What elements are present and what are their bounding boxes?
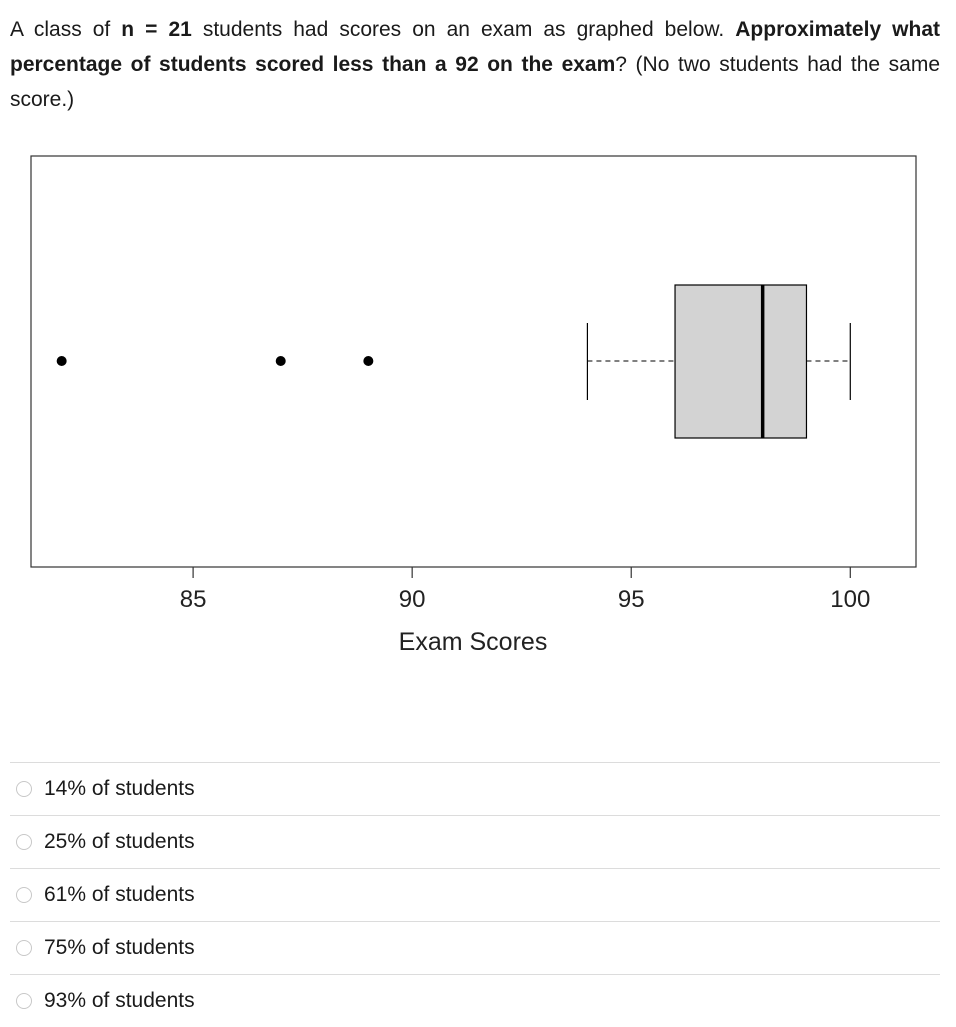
radio-button[interactable] bbox=[16, 993, 32, 1009]
box-group bbox=[587, 285, 850, 438]
choice-14-percent[interactable] bbox=[10, 762, 940, 815]
x-tick-label: 90 bbox=[398, 586, 426, 613]
x-tick-label: 95 bbox=[617, 586, 645, 613]
question-prompt: Approximately what percentage of students scored less than a 92 on the exam bbox=[10, 18, 940, 76]
iqr-box bbox=[675, 285, 806, 438]
choice-label: 25% of students bbox=[44, 830, 195, 853]
outlier-point bbox=[363, 356, 373, 366]
choice-61-percent[interactable] bbox=[10, 868, 940, 921]
choice-label: 61% of students bbox=[44, 883, 195, 906]
x-axis-label: Exam Scores bbox=[398, 628, 548, 656]
outlier-point bbox=[276, 356, 286, 366]
radio-button[interactable] bbox=[16, 940, 32, 956]
question-text: A class of n = 21 students had scores on an exam as graphed below. Approximately what percentage of students scored less than a 92 on the exam? (No two students had the same score.) bbox=[10, 18, 941, 111]
x-tick-label: 100 bbox=[830, 586, 871, 613]
choice-label: 75% of students bbox=[44, 936, 195, 959]
radio-button[interactable] bbox=[16, 834, 32, 850]
choice-label: 14% of students bbox=[44, 777, 195, 800]
choice-label: 93% of students bbox=[44, 989, 195, 1012]
outlier-group bbox=[57, 356, 374, 366]
sample-size: n = 21 bbox=[121, 18, 192, 41]
radio-button[interactable] bbox=[16, 887, 32, 903]
x-tick-label: 85 bbox=[179, 586, 207, 613]
outlier-point bbox=[57, 356, 67, 366]
choice-75-percent[interactable] bbox=[10, 921, 940, 974]
choice-93-percent[interactable] bbox=[10, 974, 940, 1027]
answer-choices bbox=[10, 762, 940, 1027]
choice-25-percent[interactable] bbox=[10, 815, 940, 868]
x-axis bbox=[180, 567, 871, 613]
radio-button[interactable] bbox=[16, 781, 32, 797]
boxplot-chart bbox=[0, 140, 956, 680]
